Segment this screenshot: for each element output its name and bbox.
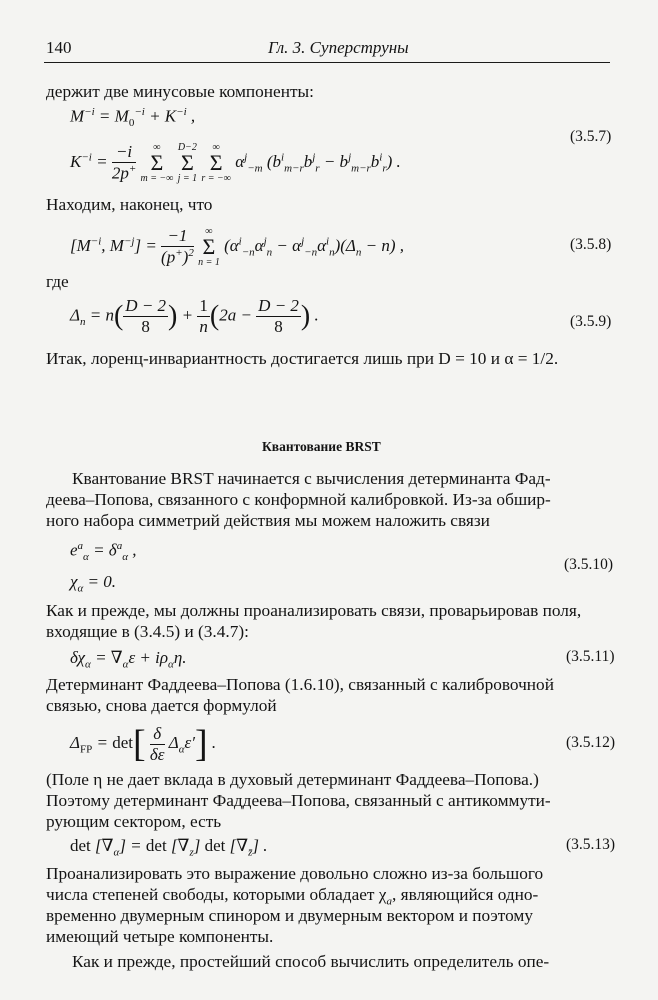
paragraph-7-line-1: Детерминант Фаддеева–Попова (1.6.10), связанный с калибровочной bbox=[46, 675, 554, 694]
equation-number-3-5-12: (3.5.12) bbox=[566, 734, 616, 751]
equation-number-3-5-10: (3.5.10) bbox=[564, 556, 614, 573]
equation-3-5-9: $\Delta_n = n$( $\frac{D - 2}{8}$ ) + $\frac{1}{n}$ (2a − $\frac{D - 2}{8}$ ) . bbox=[70, 296, 319, 336]
header-rule bbox=[44, 62, 610, 63]
equation-number-3-5-7: (3.5.7) bbox=[570, 128, 612, 145]
paragraph-9-line-1: Проанализировать это выражение довольно сложно из-за большого bbox=[46, 864, 544, 883]
paragraph-8-line-3: рующим сектором, есть bbox=[46, 812, 222, 831]
paragraph-8-line-2: Поэтому детерминант Фаддеева–Попова, связанный с антикоммути- bbox=[46, 791, 551, 810]
equation-3-5-11: $\delta\chi_\alpha = \nabla_\alpha\varepsilon + i\rho_\alpha\eta$. bbox=[70, 648, 187, 671]
paragraph-8-line-1: (Поле η не дает вклада в духовый детерминант Фаддеева–Попова.) bbox=[46, 770, 539, 789]
paragraph-9-line-2-text: числа степеней свободы, которыми обладает χ bbox=[46, 885, 387, 904]
equation-3-5-13: $\det [\nabla_\alpha] = \det [\nabla_z]$ $\det [\nabla_{z̄}]$ . bbox=[70, 836, 268, 859]
equation-3-5-10-line-1: $e^a_\alpha = \delta^a_\alpha$ , bbox=[70, 540, 137, 564]
equation-3-5-7-line-1: $M^{-i} = M_0^{-i} + K^{-i}$ , bbox=[70, 106, 196, 130]
paragraph-9-line-2-tail: , являющийся одно- bbox=[391, 885, 539, 904]
equation-number-3-5-8: (3.5.8) bbox=[570, 236, 612, 253]
paragraph-4: Итак, лоренц-инвариантность достигается лишь при D = 10 и α = 1/2. bbox=[46, 349, 559, 368]
paragraph-6-line-1: Как и прежде, мы должны проанализировать связи, проварьировав поля, bbox=[46, 601, 582, 620]
equation-3-5-7-line-2: $K^{-i}$ = $\frac{-i}{2p^+}$ ∞ Σ m = −∞ D−2 Σ j = 1 ∞ Σ r = −∞ $\alpha^j_{-m}$ $(b^i_{m-r}b^j_r - b^j_{m-r}b^i_r)$ . bbox=[70, 142, 401, 184]
paragraph-5-line-1: Квантование BRST начинается с вычисления детерминанта Фад- bbox=[72, 469, 551, 488]
equation-number-3-5-9: (3.5.9) bbox=[570, 313, 612, 330]
paragraph-9-line-4: имеющий четыре компоненты. bbox=[46, 927, 274, 946]
equation-3-5-12: $\Delta_{FP} = \det$[ $\frac{\delta}{\delta\varepsilon}$ $\Delta_\alpha\varepsilon'$] . bbox=[70, 723, 217, 765]
paragraph-9-line-2: числа степеней свободы, которыми обладает $\chi_a$, являющийся одно- bbox=[46, 885, 539, 908]
paragraph-3: где bbox=[46, 272, 69, 291]
equation-3-5-8: [$M^{-i}$, $M^{-j}$] = $\frac{-1}{(p^+)^2}$ ∞ Σ n = 1 $(\alpha^i_{-n}\alpha^j_n - \alpha^j_{-n}\alpha^i_n)(\Delta_n - n)$ , bbox=[70, 226, 405, 268]
section-title: Квантование BRST bbox=[262, 439, 381, 454]
paragraph-6-line-2: входящие в (3.4.5) и (3.4.7): bbox=[46, 622, 249, 641]
equation-number-3-5-13: (3.5.13) bbox=[566, 836, 616, 853]
paragraph-5-line-3: ного набора симметрий действия мы можем наложить связи bbox=[46, 511, 490, 530]
running-title: Гл. 3. Суперструны bbox=[268, 38, 409, 57]
paragraph-2: Находим, наконец, что bbox=[46, 195, 213, 214]
paragraph-1: держит две минусовые компоненты: bbox=[46, 82, 314, 101]
page-number: 140 bbox=[46, 38, 72, 57]
paragraph-7-line-2: связью, снова дается формулой bbox=[46, 696, 277, 715]
paragraph-5-line-2: деева–Попова, связанного с конформной калибровкой. Из-за обшир- bbox=[46, 490, 551, 509]
equation-number-3-5-11: (3.5.11) bbox=[566, 648, 615, 665]
equation-3-5-10-line-2: $\chi_\alpha = 0$. bbox=[70, 572, 116, 595]
paragraph-9-line-3: временно двумерным спинором и двумерным вектором и поэтому bbox=[46, 906, 534, 925]
paragraph-10-line-1: Как и прежде, простейший способ вычислить определитель опе- bbox=[72, 952, 550, 971]
